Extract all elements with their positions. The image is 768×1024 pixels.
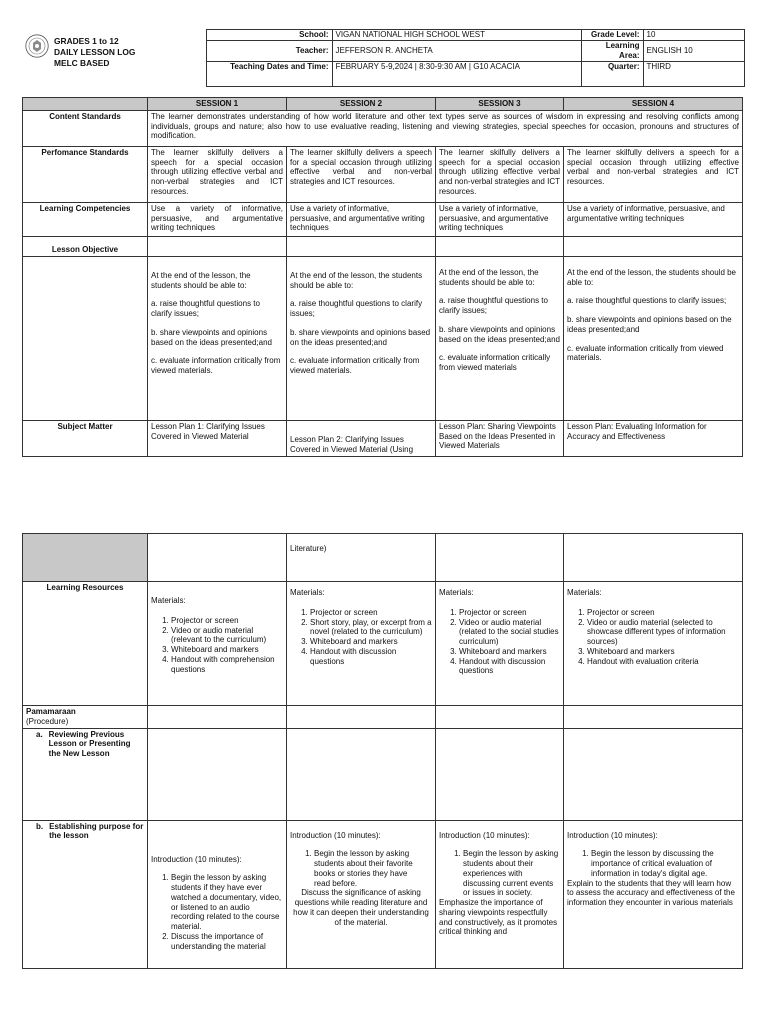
reviewing-row — [23, 728, 743, 820]
list-item: 3. Whiteboard and markers — [310, 637, 432, 647]
steps-list — [567, 849, 739, 878]
content-standards-row — [23, 110, 743, 146]
list-item: 2. Video or audio material (selected to showcase different types of information sources) — [587, 618, 739, 647]
grade-label: Grade Level: — [581, 30, 643, 41]
step-label: Reviewing Previous Lesson or Presenting the New Lesson — [48, 729, 131, 758]
resources-s1 — [148, 582, 287, 706]
intro-label: Introduction (10 minutes): — [567, 830, 658, 840]
intro-label: Introduction (10 minutes): — [290, 830, 381, 840]
list-item: 3. Whiteboard and markers — [459, 647, 560, 657]
explanation-note: Explain to the students that they will learn how to assess the accuracy and effectiveness of the information they encounter in various materials — [567, 878, 735, 907]
performance-s4: The learner skilfully delivers a speech for a special occasion through utilizing effective verbal and non-verbal strategies and ICT resources. — [564, 146, 743, 202]
purpose-s1 — [148, 820, 287, 968]
list-item: 2. Short story, play, or excerpt from a novel (related to the curriculum) — [310, 618, 432, 638]
performance-s3: The learner skilfully delivers a speech for a special occasion through utilizing effective verbal and non-verbal strategies and ICT resources. — [436, 146, 564, 202]
materials-list — [151, 616, 283, 675]
subject-matter-label: Subject Matter — [23, 420, 148, 456]
objective-c: c. evaluate information critically from viewed materials. — [567, 343, 724, 363]
content-standards-text: The learner demonstrates understanding of how world literature and other text types serve as sources of wisdom in expressing and resolving conflicts among individuals, groups and nature; also how to use evaluative reading, listening and viewing strategies, special speeches for occasion, pronouns and structures of modification. — [148, 110, 743, 146]
materials-list — [290, 608, 432, 667]
objective-c: c. evaluate information critically from viewed materials. — [151, 356, 281, 375]
school-label: School: — [206, 30, 332, 41]
competencies-label: Learning Competencies — [23, 202, 148, 236]
objective-intro: At the end of the lesson, the students should be able to: — [151, 270, 251, 290]
logo-block — [22, 30, 206, 87]
objective-a: a. raise thoughtful questions to clarify issues; — [567, 296, 727, 306]
dates-value: FEBRUARY 5-9,2024 | 8:30-9:30 AM | G10 ACACIA — [332, 61, 581, 86]
list-item: 1. Begin the lesson by discussing the importance of critical evaluation of information in today's digital age. — [591, 849, 729, 878]
objective-intro: At the end of the lesson, the students should be able to: — [567, 267, 737, 287]
step-letter: a. — [36, 729, 43, 739]
purpose-s4 — [564, 820, 743, 968]
list-item: 1. Projector or screen — [587, 608, 739, 618]
materials-label: Materials: — [567, 588, 602, 597]
list-item: 1. Begin the lesson by asking students if they have ever watched a documentary, video, or listened to an audio recording related to the course material. — [171, 873, 283, 932]
steps-list — [290, 849, 432, 888]
objective-s2 — [287, 256, 436, 420]
teacher-label: Teacher: — [206, 41, 332, 62]
steps-list — [439, 849, 560, 898]
session-3-header: SESSION 3 — [436, 98, 564, 111]
dates-label: Teaching Dates and Time: — [206, 61, 332, 86]
resources-s3 — [436, 582, 564, 706]
establishing-purpose-row — [23, 820, 743, 968]
step-letter: b. — [36, 821, 44, 831]
materials-list — [567, 608, 739, 667]
quarter-label: Quarter: — [581, 61, 643, 86]
objective-b: b. share viewpoints and opinions based on the ideas presented;and — [151, 327, 272, 347]
session-1-header: SESSION 1 — [148, 98, 287, 111]
objective-b: b. share viewpoints and opinions based on the ideas presented;and — [567, 315, 732, 334]
procedure-row — [23, 706, 743, 729]
title-line: MELC BASED — [54, 58, 110, 69]
deped-seal-icon — [25, 34, 49, 58]
session-header-row — [23, 98, 743, 111]
objective-c: c. evaluate information critically from viewed materials — [439, 353, 551, 372]
objective-b: b. share viewpoints and opinions based on the ideas presented;and — [290, 327, 431, 347]
procedure-label — [23, 706, 148, 729]
resources-s4 — [564, 582, 743, 706]
title-line: GRADES 1 to 12 — [54, 35, 119, 46]
resources-s2 — [287, 582, 436, 706]
subject-s3: Lesson Plan: Sharing Viewpoints Based on the Ideas Presented in Viewed Materials — [436, 420, 564, 456]
content-standards-label: Content Standards — [23, 110, 148, 146]
objective-s3 — [436, 256, 564, 420]
competency-s1: Use a variety of informative, persuasive, and argumentative writing techniques — [148, 202, 287, 236]
list-item: 2. Discuss the importance of understanding the material — [171, 932, 283, 952]
establishing-label — [23, 820, 148, 968]
objective-a: a. raise thoughtful questions to clarify issues; — [439, 296, 548, 315]
list-item: 1. Begin the lesson by asking students about their experiences with discussing current events or issues in society. — [463, 849, 560, 898]
purpose-s2 — [287, 820, 436, 968]
resources-row — [23, 582, 743, 706]
form-title — [54, 36, 135, 70]
competency-s4: Use a variety of informative, persuasive, and argumentative writing techniques — [564, 202, 743, 236]
area-label: Learning Area: — [581, 41, 643, 62]
objective-intro: At the end of the lesson, the students should be able to: — [290, 270, 423, 290]
list-item: 3. Whiteboard and markers — [587, 647, 739, 657]
competencies-row — [23, 202, 743, 236]
list-item: 4. Handout with discussion questions — [310, 647, 432, 667]
subject-s4: Lesson Plan: Evaluating Information for Accuracy and Effectiveness — [564, 420, 743, 456]
intro-label: Introduction (10 minutes): — [151, 854, 242, 864]
lesson-log-table-continued — [22, 533, 743, 969]
materials-list — [439, 608, 560, 676]
objective-label: Lesson Objective — [23, 236, 148, 256]
list-item: 3. Whiteboard and markers — [171, 645, 283, 655]
subject-s1: Lesson Plan 1: Clarifying Issues Covered in Viewed Material — [148, 420, 287, 456]
list-item: 2. Video or audio material (related to the social studies curriculum) — [459, 618, 560, 647]
teacher-value: JEFFERSON R. ANCHETA — [332, 41, 581, 62]
procedure-subtitle: (Procedure) — [26, 716, 69, 726]
purpose-s3 — [436, 820, 564, 968]
objective-b: b. share viewpoints and opinions based on the ideas presented;and — [439, 324, 560, 344]
subject-s2: Lesson Plan 2: Clarifying Issues Covered in Viewed Material (Using — [287, 420, 436, 456]
performance-s2: The learner skilfully delivers a speech for a special occasion through utilizing effective verbal and non-verbal strategies and ICT resources. — [287, 146, 436, 202]
list-item: 1. Projector or screen — [459, 608, 560, 618]
list-item: 4. Handout with discussion questions — [459, 657, 560, 677]
objective-intro: At the end of the lesson, the students should be able to: — [439, 267, 539, 287]
title-line: DAILY LESSON LOG — [54, 46, 136, 57]
list-item: 1. Projector or screen — [171, 616, 283, 626]
list-item: 2. Video or audio material (relevant to the curriculum) — [171, 626, 283, 646]
discussion-note: Discuss the significance of asking questions while reading literature and how it can deepen their understanding of the material. — [293, 888, 429, 927]
objective-row — [23, 256, 743, 420]
list-item: 1. Begin the lesson by asking students about their favorite books or stories they have read before. — [314, 849, 424, 888]
lesson-log-table — [22, 97, 743, 457]
procedure-title: Pamamaraan — [26, 707, 76, 716]
grade-value: 10 — [643, 30, 744, 41]
school-value: VIGAN NATIONAL HIGH SCHOOL WEST — [332, 30, 581, 41]
reviewing-label — [23, 728, 148, 820]
objective-label-row — [23, 236, 743, 256]
steps-list — [151, 873, 283, 951]
list-item: 4. Handout with evaluation criteria — [587, 657, 739, 667]
objective-a: a. raise thoughtful questions to clarify issues; — [151, 299, 260, 318]
resources-label: Learning Resources — [23, 582, 148, 706]
competency-s3: Use a variety of informative, persuasive, and argumentative writing techniques — [436, 202, 564, 236]
quarter-value: THIRD — [643, 61, 744, 86]
step-label: Establishing purpose for the lesson — [49, 821, 144, 841]
performance-s1: The learner skilfully delivers a speech for a special occasion through utilizing effective verbal and non-verbal strategies and ICT resources. — [148, 146, 287, 202]
list-item: 1. Projector or screen — [310, 608, 432, 618]
materials-label: Materials: — [151, 596, 186, 605]
continued-row — [23, 534, 743, 582]
session-2-header: SESSION 2 — [287, 98, 436, 111]
subject-matter-row — [23, 420, 743, 456]
session-4-header: SESSION 4 — [564, 98, 743, 111]
objective-c: c. evaluate information critically from viewed materials. — [290, 356, 420, 375]
emphasis-note: Emphasize the importance of sharing viewpoints respectfully and constructively, as it promotes critical thinking and — [439, 898, 558, 937]
intro-label: Introduction (10 minutes): — [439, 830, 530, 840]
performance-standards-label: Perfomance Standards — [23, 146, 148, 202]
objective-s1 — [148, 256, 287, 420]
list-item: 4. Handout with comprehension questions — [171, 655, 283, 675]
area-value: ENGLISH 10 — [643, 41, 744, 62]
header-table — [22, 29, 745, 87]
materials-label: Materials: — [290, 588, 325, 597]
competency-s2: Use a variety of informative, persuasive, and argumentative writing techniques — [287, 202, 436, 236]
objective-a: a. raise thoughtful questions to clarify issues; — [290, 299, 423, 318]
subject-s2-continued: Literature) — [287, 534, 436, 582]
performance-standards-row — [23, 146, 743, 202]
objective-s4 — [564, 256, 743, 420]
materials-label: Materials: — [439, 588, 474, 597]
